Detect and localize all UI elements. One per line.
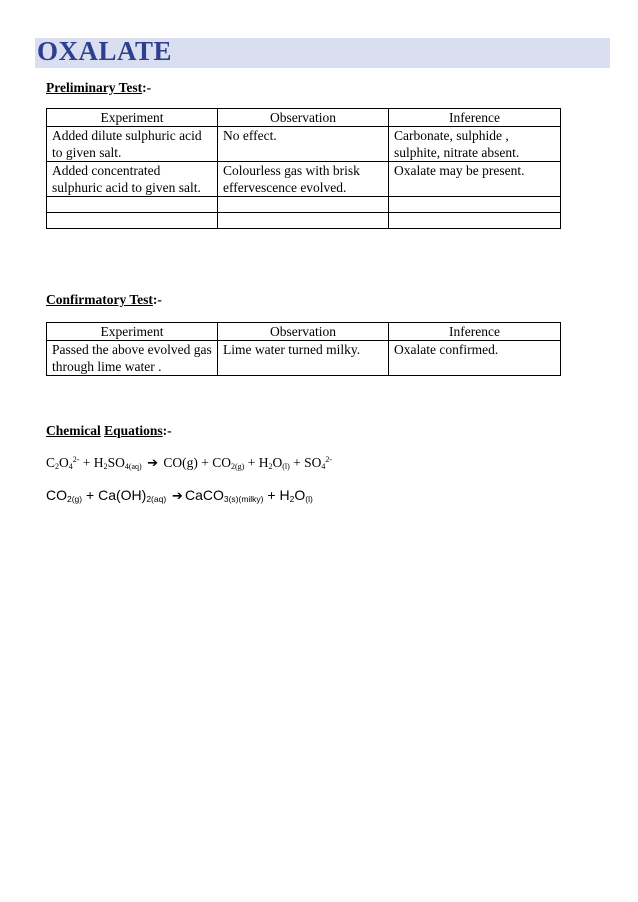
- eq-subscript: 2: [268, 462, 273, 471]
- table-row: [47, 127, 561, 162]
- eq-text: CO: [46, 487, 67, 503]
- eq-subscript: (l): [282, 462, 290, 471]
- preliminary-test-label-suffix: :-: [142, 80, 152, 95]
- eq-text: + H: [79, 455, 104, 470]
- empty-cell: [47, 197, 218, 213]
- header-observation: Observation: [218, 323, 389, 341]
- preliminary-test-label: [46, 80, 151, 96]
- eq-subscript: 2: [103, 462, 108, 471]
- eq-subscript: 2: [289, 494, 295, 504]
- table-row: [47, 341, 561, 376]
- eq-subscript: 3(s)(milky): [223, 494, 264, 504]
- preliminary-test-table: [46, 108, 561, 229]
- eq-text: O: [272, 455, 283, 470]
- eq-text: + H: [244, 455, 269, 470]
- equation-carbon-dioxide-lime-water: [46, 487, 313, 504]
- eq-superscript: 2-: [325, 455, 333, 464]
- empty-cell: [47, 213, 218, 229]
- eq-text: + H: [263, 487, 290, 503]
- eq-text: + Ca(OH): [82, 487, 147, 503]
- confirmatory-test-label-suffix: :-: [152, 292, 162, 307]
- eq-superscript: 2-: [72, 455, 80, 464]
- cell-experiment: Added concentrated sulphuric acid to given salt.: [47, 162, 218, 197]
- confirmatory-test-table: [46, 322, 561, 376]
- header-inference: Inference: [389, 323, 561, 341]
- cell-experiment: Passed the above evolved gas through lime water .: [47, 341, 218, 376]
- eq-text: O: [294, 487, 306, 503]
- header-inference: Inference: [389, 109, 561, 127]
- eq-text: SO: [107, 455, 125, 470]
- header-experiment: Experiment: [47, 109, 218, 127]
- cell-experiment: Added dilute sulphuric acid to given salt.: [47, 127, 218, 162]
- table-row: [47, 162, 561, 197]
- confirmatory-test-label: [46, 292, 162, 308]
- cell-inference: Oxalate confirmed.: [389, 341, 561, 376]
- chemical-label-word: Chemical: [46, 423, 101, 438]
- eq-subscript: 2(g): [67, 494, 83, 504]
- eq-subscript: (l): [305, 494, 313, 504]
- cell-observation: Lime water turned milky.: [218, 341, 389, 376]
- eq-subscript: 2(g): [231, 462, 245, 471]
- table-header-row: [47, 109, 561, 127]
- arrow-icon: ➔: [172, 489, 183, 504]
- empty-cell: [389, 213, 561, 229]
- cell-observation: No effect.: [218, 127, 389, 162]
- page-title: OXALATE: [37, 36, 173, 66]
- cell-observation: Colourless gas with brisk effervescence evolved.: [218, 162, 389, 197]
- eq-subscript: 2: [55, 462, 60, 471]
- eq-text: CO(g) + CO: [160, 455, 231, 470]
- chemical-equations-label: [46, 423, 172, 439]
- empty-cell: [218, 213, 389, 229]
- eq-subscript: 2(aq): [146, 494, 167, 504]
- equation-oxalate-sulphuric-acid: [46, 455, 332, 471]
- cell-inference: Oxalate may be present.: [389, 162, 561, 197]
- header-experiment: Experiment: [47, 323, 218, 341]
- eq-text: + SO: [289, 455, 322, 470]
- empty-cell: [218, 197, 389, 213]
- empty-row: [47, 197, 561, 213]
- eq-subscript: 4: [68, 462, 73, 471]
- confirmatory-test-label-text: Confirmatory Test: [46, 292, 153, 307]
- preliminary-test-label-text: Preliminary Test: [46, 80, 143, 95]
- header-observation: Observation: [218, 109, 389, 127]
- table-header-row: [47, 323, 561, 341]
- empty-cell: [389, 197, 561, 213]
- equations-label-word: Equations: [104, 423, 163, 438]
- eq-subscript: 4(aq): [124, 462, 142, 471]
- eq-text: C: [46, 455, 56, 470]
- equations-label-suffix: :-: [162, 423, 172, 438]
- cell-inference: Carbonate, sulphide , sulphite, nitrate absent.: [389, 127, 561, 162]
- empty-row: [47, 213, 561, 229]
- eq-text: CaCO: [184, 487, 224, 503]
- eq-subscript: 4: [321, 462, 326, 471]
- title-bar: [35, 38, 610, 68]
- eq-text: O: [59, 455, 69, 470]
- arrow-icon: ➔: [147, 456, 158, 471]
